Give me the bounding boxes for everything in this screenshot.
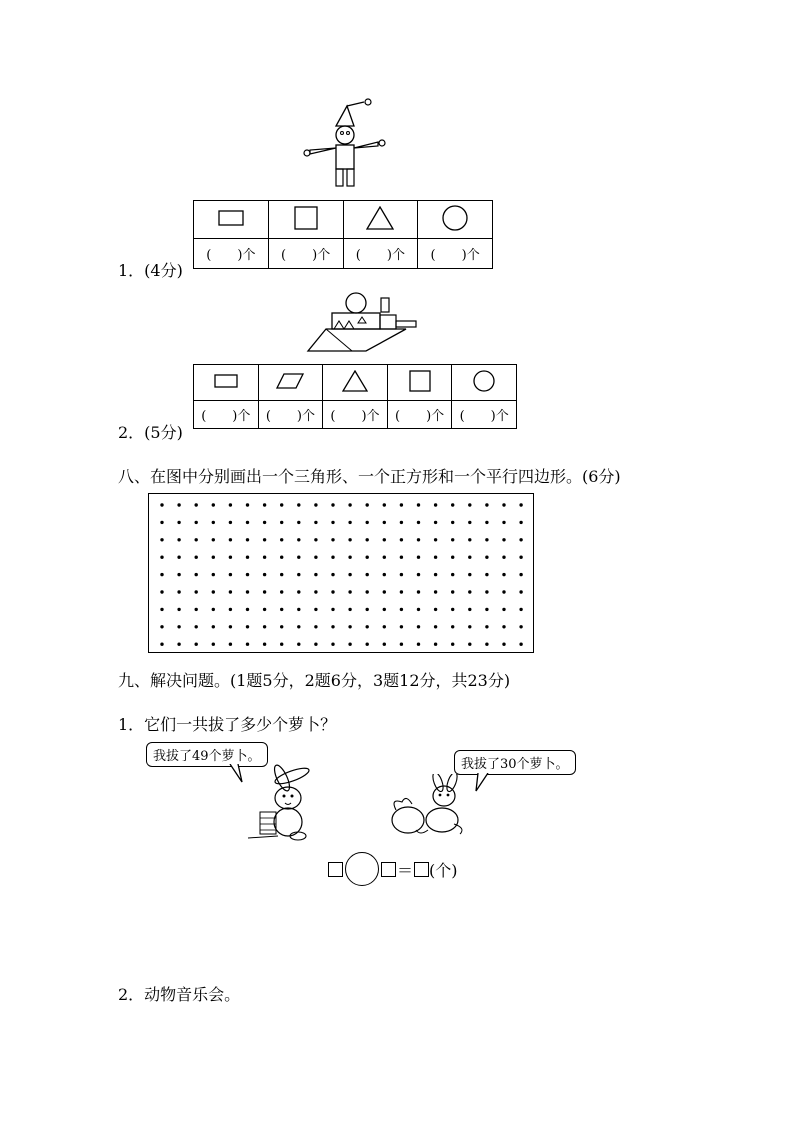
grid-dot[interactable]: [519, 521, 522, 524]
grid-dot[interactable]: [280, 608, 283, 611]
grid-dot[interactable]: [519, 590, 522, 593]
grid-dot[interactable]: [366, 521, 369, 524]
grid-dot[interactable]: [519, 625, 522, 628]
grid-dot[interactable]: [246, 590, 249, 593]
answer-box-2[interactable]: [381, 862, 396, 877]
equation-unit: (个): [429, 860, 458, 880]
grid-dot[interactable]: [195, 625, 198, 628]
grid-dot[interactable]: [451, 538, 454, 541]
grid-dot[interactable]: [314, 573, 317, 576]
equation: [328, 846, 458, 892]
grid-dot[interactable]: [348, 625, 351, 628]
grid-dot[interactable]: [297, 590, 300, 593]
grid-dot[interactable]: [383, 608, 386, 611]
grid-dot[interactable]: [314, 643, 317, 646]
grid-dot[interactable]: [195, 521, 198, 524]
grid-dot[interactable]: [434, 521, 437, 524]
grid-dot[interactable]: [417, 625, 420, 628]
grid-dot[interactable]: [451, 503, 454, 506]
grid-dot[interactable]: [195, 573, 198, 576]
grid-dot[interactable]: [468, 538, 471, 541]
grid-dot[interactable]: [280, 573, 283, 576]
grid-dot[interactable]: [297, 503, 300, 506]
grid-dot[interactable]: [366, 643, 369, 646]
grid-dot[interactable]: [468, 503, 471, 506]
grid-dot[interactable]: [485, 503, 488, 506]
grid-dot[interactable]: [297, 556, 300, 559]
section-8-heading: 八、在图中分别画出一个三角形、一个正方形和一个平行四边形。(6分): [118, 467, 621, 486]
grid-dot[interactable]: [280, 625, 283, 628]
grid-dot[interactable]: [212, 556, 215, 559]
q2-cell-rectangle: [194, 365, 259, 401]
grid-dot[interactable]: [383, 538, 386, 541]
grid-dot[interactable]: [195, 503, 198, 506]
rectangle-icon: [214, 374, 238, 388]
grid-dot[interactable]: [383, 521, 386, 524]
q2-shape-count-table: [193, 364, 517, 429]
q2-count-answer[interactable]: ( )个: [323, 401, 388, 429]
grid-dot[interactable]: [434, 538, 437, 541]
grid-dot[interactable]: [383, 590, 386, 593]
grid-dot[interactable]: [297, 573, 300, 576]
grid-dot[interactable]: [400, 503, 403, 506]
grid-dot[interactable]: [331, 503, 334, 506]
grid-dot[interactable]: [451, 521, 454, 524]
grid-dot[interactable]: [366, 590, 369, 593]
q1-count-answer[interactable]: ( )个: [268, 239, 343, 269]
answer-box-1[interactable]: [328, 862, 343, 877]
grid-dot[interactable]: [280, 643, 283, 646]
q1-cell-triangle: [343, 201, 418, 239]
grid-dot[interactable]: [417, 538, 420, 541]
grid-dot[interactable]: [195, 608, 198, 611]
grid-dot[interactable]: [263, 608, 266, 611]
grid-dot[interactable]: [177, 590, 180, 593]
grid-dot[interactable]: [195, 538, 198, 541]
grid-dot[interactable]: [417, 556, 420, 559]
grid-dot[interactable]: [195, 643, 198, 646]
grid-dot[interactable]: [229, 643, 232, 646]
grid-dot[interactable]: [468, 556, 471, 559]
parallelogram-icon: [276, 373, 304, 389]
grid-dot[interactable]: [400, 625, 403, 628]
grid-dot[interactable]: [468, 521, 471, 524]
grid-dot[interactable]: [417, 590, 420, 593]
grid-dot[interactable]: [434, 503, 437, 506]
q1-count-answer[interactable]: ( )个: [194, 239, 269, 269]
grid-dot[interactable]: [212, 573, 215, 576]
rectangle-icon: [218, 210, 244, 226]
speech-bubble-right: 我拔了30个萝卜。: [454, 750, 576, 775]
triangle-icon: [366, 206, 394, 230]
grid-dot[interactable]: [263, 521, 266, 524]
grid-dot[interactable]: [366, 573, 369, 576]
grid-dot[interactable]: [434, 556, 437, 559]
grid-dot[interactable]: [212, 503, 215, 506]
grid-dot[interactable]: [519, 556, 522, 559]
grid-dot[interactable]: [160, 521, 163, 524]
robot-shapes-figure: [298, 98, 390, 190]
rabbit-pulling-radish-icon: [238, 764, 328, 842]
grid-dot[interactable]: [485, 573, 488, 576]
grid-dot[interactable]: [177, 556, 180, 559]
grid-dot[interactable]: [400, 608, 403, 611]
grid-dot[interactable]: [348, 556, 351, 559]
grid-dot[interactable]: [366, 503, 369, 506]
section-9-heading: 九、解决问题。(1题5分，2题6分，3题12分，共23分): [118, 671, 511, 690]
grid-dot[interactable]: [229, 503, 232, 506]
grid-dot[interactable]: [314, 503, 317, 506]
grid-dot[interactable]: [246, 608, 249, 611]
grid-dot[interactable]: [502, 521, 505, 524]
grid-dot[interactable]: [400, 556, 403, 559]
q2-cell-triangle: [323, 365, 388, 401]
grid-dot[interactable]: [417, 573, 420, 576]
grid-dot[interactable]: [468, 625, 471, 628]
q2-label: 2．(5分): [118, 423, 183, 442]
grid-dot[interactable]: [331, 538, 334, 541]
grid-dot[interactable]: [485, 643, 488, 646]
triangle-icon: [342, 370, 368, 392]
grid-dot[interactable]: [263, 625, 266, 628]
grid-dot[interactable]: [280, 503, 283, 506]
grid-dot[interactable]: [434, 625, 437, 628]
grid-dot[interactable]: [314, 625, 317, 628]
grid-dot[interactable]: [195, 556, 198, 559]
grid-dot[interactable]: [434, 590, 437, 593]
grid-dot[interactable]: [383, 625, 386, 628]
grid-dot[interactable]: [468, 590, 471, 593]
grid-dot[interactable]: [212, 538, 215, 541]
grid-dot[interactable]: [485, 590, 488, 593]
equals-sign: ＝: [397, 860, 414, 880]
grid-dot[interactable]: [417, 521, 420, 524]
grid-dot[interactable]: [519, 643, 522, 646]
grid-dot[interactable]: [212, 590, 215, 593]
operator-circle[interactable]: [345, 852, 379, 886]
grid-dot[interactable]: [468, 573, 471, 576]
grid-dot[interactable]: [417, 608, 420, 611]
grid-dot[interactable]: [331, 590, 334, 593]
grid-dot[interactable]: [348, 521, 351, 524]
grid-dot[interactable]: [502, 573, 505, 576]
grid-dot[interactable]: [160, 573, 163, 576]
grid-dot[interactable]: [177, 503, 180, 506]
grid-dot[interactable]: [451, 590, 454, 593]
q2-cell-square: [387, 365, 452, 401]
grid-dot[interactable]: [468, 608, 471, 611]
grid-dot[interactable]: [246, 643, 249, 646]
grid-dot[interactable]: [229, 556, 232, 559]
grid-dot[interactable]: [451, 573, 454, 576]
grid-dot[interactable]: [485, 608, 488, 611]
grid-dot[interactable]: [519, 538, 522, 541]
grid-dot[interactable]: [177, 573, 180, 576]
grid-dot[interactable]: [383, 643, 386, 646]
grid-dot[interactable]: [280, 590, 283, 593]
grid-dot[interactable]: [348, 590, 351, 593]
grid-dot[interactable]: [297, 643, 300, 646]
q1-cell-rectangle: [194, 201, 269, 239]
grid-dot[interactable]: [229, 573, 232, 576]
grid-dot[interactable]: [366, 625, 369, 628]
grid-dot[interactable]: [177, 521, 180, 524]
grid-dot[interactable]: [297, 625, 300, 628]
grid-dot[interactable]: [229, 538, 232, 541]
grid-dot[interactable]: [263, 556, 266, 559]
grid-dot[interactable]: [502, 503, 505, 506]
grid-dot[interactable]: [229, 590, 232, 593]
q2-count-answer[interactable]: ( )个: [258, 401, 323, 429]
q1-label: 1．(4分): [118, 261, 183, 280]
q2-cell-circle: [452, 365, 517, 401]
grid-dot[interactable]: [160, 590, 163, 593]
grid-dot[interactable]: [212, 608, 215, 611]
grid-dot[interactable]: [263, 643, 266, 646]
square-icon: [294, 206, 318, 230]
grid-dot[interactable]: [331, 521, 334, 524]
grid-dot[interactable]: [246, 503, 249, 506]
grid-dot[interactable]: [485, 521, 488, 524]
grid-dot[interactable]: [366, 538, 369, 541]
grid-dot[interactable]: [160, 625, 163, 628]
grid-dot[interactable]: [160, 503, 163, 506]
speech-bubble-left: 我拔了49个萝卜。: [146, 742, 268, 767]
grid-dot[interactable]: [160, 643, 163, 646]
grid-dot[interactable]: [160, 608, 163, 611]
grid-dot[interactable]: [212, 521, 215, 524]
grid-dot[interactable]: [280, 521, 283, 524]
grid-dot[interactable]: [297, 521, 300, 524]
grid-dot[interactable]: [348, 643, 351, 646]
dot-grid[interactable]: [148, 493, 534, 653]
grid-dot[interactable]: [314, 590, 317, 593]
grid-dot[interactable]: [400, 538, 403, 541]
rabbit-with-radish-icon: [380, 774, 480, 838]
grid-dot[interactable]: [331, 608, 334, 611]
grid-dot[interactable]: [400, 573, 403, 576]
grid-dot[interactable]: [485, 625, 488, 628]
circle-icon: [472, 369, 496, 393]
grid-dot[interactable]: [348, 503, 351, 506]
grid-dot[interactable]: [519, 573, 522, 576]
grid-dot[interactable]: [502, 590, 505, 593]
grid-dot[interactable]: [451, 556, 454, 559]
grid-dot[interactable]: [246, 521, 249, 524]
grid-dot[interactable]: [502, 538, 505, 541]
q1-count-answer[interactable]: ( )个: [343, 239, 418, 269]
grid-dot[interactable]: [417, 643, 420, 646]
grid-dot[interactable]: [177, 643, 180, 646]
grid-dot[interactable]: [177, 625, 180, 628]
grid-dot[interactable]: [451, 608, 454, 611]
grid-dot[interactable]: [502, 625, 505, 628]
grid-dot[interactable]: [263, 573, 266, 576]
grid-dot[interactable]: [519, 608, 522, 611]
grid-dot[interactable]: [485, 538, 488, 541]
grid-dot[interactable]: [297, 608, 300, 611]
answer-box-result[interactable]: [414, 862, 429, 877]
dot-grid-canvas[interactable]: [149, 494, 532, 651]
q1-cell-circle: [418, 201, 493, 239]
grid-dot[interactable]: [400, 590, 403, 593]
grid-dot[interactable]: [502, 608, 505, 611]
grid-dot[interactable]: [348, 573, 351, 576]
grid-dot[interactable]: [451, 643, 454, 646]
grid-dot[interactable]: [246, 573, 249, 576]
grid-dot[interactable]: [331, 573, 334, 576]
q1-shape-count-table: [193, 200, 493, 269]
q1-cell-square: [268, 201, 343, 239]
grid-dot[interactable]: [212, 643, 215, 646]
grid-dot[interactable]: [434, 643, 437, 646]
q2-count-answer[interactable]: ( )个: [194, 401, 259, 429]
grid-dot[interactable]: [502, 556, 505, 559]
grid-dot[interactable]: [280, 538, 283, 541]
grid-dot[interactable]: [331, 556, 334, 559]
grid-dot[interactable]: [366, 556, 369, 559]
grid-dot[interactable]: [331, 625, 334, 628]
grid-dot[interactable]: [451, 625, 454, 628]
grid-dot[interactable]: [366, 608, 369, 611]
grid-dot[interactable]: [229, 608, 232, 611]
q1-count-answer[interactable]: ( )个: [418, 239, 493, 269]
grid-dot[interactable]: [263, 503, 266, 506]
grid-dot[interactable]: [468, 643, 471, 646]
q2-count-answer[interactable]: ( )个: [387, 401, 452, 429]
grid-dot[interactable]: [229, 521, 232, 524]
grid-dot[interactable]: [400, 521, 403, 524]
grid-dot[interactable]: [177, 538, 180, 541]
grid-dot[interactable]: [263, 590, 266, 593]
square-icon: [409, 370, 431, 392]
grid-dot[interactable]: [434, 573, 437, 576]
grid-dot[interactable]: [246, 556, 249, 559]
grid-dot[interactable]: [229, 625, 232, 628]
grid-dot[interactable]: [348, 538, 351, 541]
grid-dot[interactable]: [160, 538, 163, 541]
q2-cell-parallelogram: [258, 365, 323, 401]
grid-dot[interactable]: [212, 625, 215, 628]
grid-dot[interactable]: [383, 556, 386, 559]
boat-shapes-figure: [306, 291, 420, 353]
circle-icon: [442, 205, 468, 231]
grid-dot[interactable]: [177, 608, 180, 611]
grid-dot[interactable]: [519, 503, 522, 506]
grid-dot[interactable]: [246, 538, 249, 541]
grid-dot[interactable]: [314, 521, 317, 524]
grid-dot[interactable]: [297, 538, 300, 541]
problem-1-question: 1．它们一共拔了多少个萝卜？: [118, 715, 337, 734]
grid-dot[interactable]: [314, 608, 317, 611]
grid-dot[interactable]: [280, 556, 283, 559]
grid-dot[interactable]: [400, 643, 403, 646]
grid-dot[interactable]: [502, 643, 505, 646]
grid-dot[interactable]: [314, 556, 317, 559]
grid-dot[interactable]: [348, 608, 351, 611]
grid-dot[interactable]: [263, 538, 266, 541]
grid-dot[interactable]: [485, 556, 488, 559]
grid-dot[interactable]: [417, 503, 420, 506]
grid-dot[interactable]: [383, 503, 386, 506]
grid-dot[interactable]: [314, 538, 317, 541]
grid-dot[interactable]: [331, 643, 334, 646]
q2-count-answer[interactable]: ( )个: [452, 401, 517, 429]
grid-dot[interactable]: [195, 590, 198, 593]
grid-dot[interactable]: [160, 556, 163, 559]
grid-dot[interactable]: [383, 573, 386, 576]
grid-dot[interactable]: [434, 608, 437, 611]
grid-dot[interactable]: [246, 625, 249, 628]
problem-2-question: 2．动物音乐会。: [118, 985, 241, 1004]
